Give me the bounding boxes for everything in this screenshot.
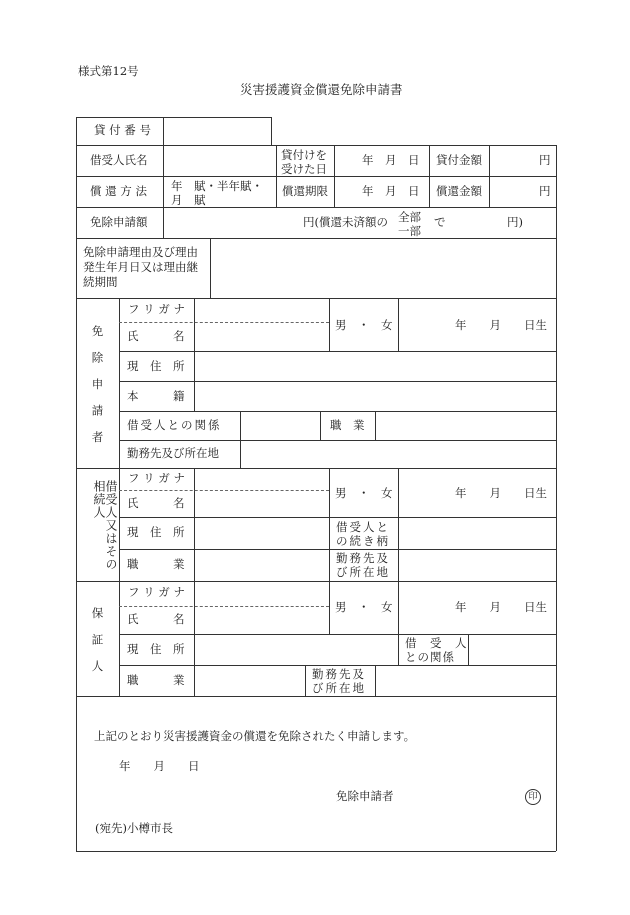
loan-amount-label: 貸付金額: [436, 153, 482, 167]
heir-section-label: 借受人又はその相続人: [92, 480, 118, 571]
exempt-choice[interactable]: 全部 一部: [398, 210, 421, 239]
heir-occupation-field[interactable]: [195, 550, 328, 580]
heir-address-field[interactable]: [195, 518, 328, 548]
seal-icon: 印: [525, 789, 541, 805]
heir-birthdate[interactable]: 年 月 日生: [455, 486, 547, 500]
guarantor-birthdate[interactable]: 年 月 日生: [455, 600, 547, 614]
repay-period-label: 償還期限: [282, 184, 328, 198]
declaration-statement: 上記のとおり災害援護資金の償還を免除されたく申請します。: [94, 729, 416, 743]
guarantor-address-label: 現 住 所: [127, 642, 185, 656]
borrower-name-label: 借受人氏名: [90, 153, 148, 167]
guarantor-sex[interactable]: 男 ・ 女: [335, 600, 393, 614]
loan-date-label: 貸付けを 受けた日: [281, 148, 327, 177]
heir-name-label: 氏 名: [127, 496, 185, 510]
repay-amount-label: 償還金額: [436, 184, 482, 198]
applicant-relation-label: 借受人との関係: [127, 418, 222, 432]
repay-method-options[interactable]: 年 賦・半年賦・ 月 賦: [171, 179, 263, 208]
borrower-name-field[interactable]: [164, 146, 275, 175]
loan-number-field[interactable]: [164, 118, 270, 144]
reason-field[interactable]: [211, 239, 555, 297]
guarantor-relation-field[interactable]: [469, 635, 555, 664]
guarantor-workplace-field[interactable]: [376, 666, 555, 695]
heir-occupation-label: 職 業: [127, 557, 185, 571]
applicant-sex[interactable]: 男 ・ 女: [335, 318, 393, 332]
applicant-signature-field[interactable]: [405, 785, 515, 805]
exempt-de: で: [434, 215, 446, 229]
applicant-section-label: 免除申請者: [90, 325, 105, 458]
repay-period-field[interactable]: 年 月 日: [362, 184, 420, 198]
applicant-birthdate[interactable]: 年 月 日生: [455, 318, 547, 332]
applicant-address-label: 現 住 所: [127, 359, 185, 373]
exempt-close: 円): [507, 215, 523, 229]
applicant-occupation-label: 職 業: [330, 418, 365, 432]
applicant-workplace-label: 勤務先及び所在地: [127, 446, 219, 460]
application-date[interactable]: 年 月 日: [119, 759, 200, 773]
guarantor-address-field[interactable]: [195, 635, 397, 664]
heir-workplace-field[interactable]: [399, 550, 555, 580]
exempt-amount-label: 免除申請額: [90, 215, 148, 229]
applicant-honseki-field[interactable]: [195, 382, 555, 410]
heir-furigana-label: フ リ ガ ナ: [128, 471, 185, 485]
applicant-name-field[interactable]: [195, 299, 328, 350]
form-number: 様式第12号: [78, 64, 139, 78]
applicant-furigana-label: フ リ ガ ナ: [128, 302, 185, 316]
heir-address-label: 現 住 所: [127, 525, 185, 539]
repay-amount-yen[interactable]: 円: [539, 184, 551, 198]
guarantor-occupation-label: 職 業: [127, 673, 185, 687]
applicant-occupation-field[interactable]: [376, 412, 555, 439]
guarantor-name-field[interactable]: [195, 582, 328, 633]
guarantor-occupation-field[interactable]: [195, 666, 304, 695]
applicant-honseki-label: 本 籍: [127, 389, 185, 403]
applicant-name-label: 氏 名: [127, 329, 185, 343]
guarantor-furigana-label: フ リ ガ ナ: [128, 585, 185, 599]
applicant-address-field[interactable]: [195, 352, 555, 380]
loan-amount-yen[interactable]: 円: [539, 153, 551, 167]
heir-sex[interactable]: 男 ・ 女: [335, 486, 393, 500]
form-title: 災害援護資金償還免除申請書: [240, 82, 403, 97]
heir-workplace-label: 勤務先及 び所在地: [336, 551, 390, 580]
guarantor-workplace-label: 勤務先及 び所在地: [312, 667, 366, 696]
heir-name-field[interactable]: [195, 469, 328, 516]
applicant-signature-label: 免除申請者: [336, 789, 394, 803]
exempt-amount-text: 円(償還未済額の: [303, 215, 388, 229]
guarantor-relation-label: 借 受 人 との関係: [405, 636, 468, 665]
loan-date-field[interactable]: 年 月 日: [362, 153, 420, 167]
addressee: (宛先)小樽市長: [95, 821, 173, 835]
reason-label: 免除申請理由及び理由 発生年月日又は理由継 続期間: [83, 245, 198, 289]
applicant-workplace-field[interactable]: [241, 441, 555, 467]
heir-relation-field[interactable]: [399, 518, 555, 548]
guarantor-name-label: 氏 名: [127, 612, 185, 626]
guarantor-section-label: 保証人: [90, 607, 105, 687]
loan-number-label: 貸 付 番 号: [94, 123, 151, 137]
repay-method-label: 償 還 方 法: [90, 184, 147, 198]
heir-relation-label: 借受人と の続き柄: [336, 520, 390, 549]
